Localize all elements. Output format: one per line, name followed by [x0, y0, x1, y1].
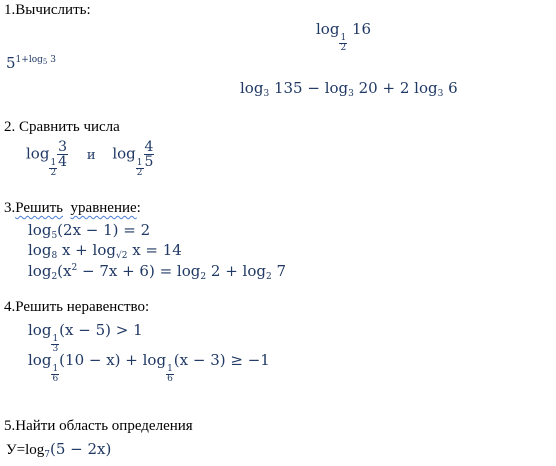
base-numerator: 1 — [167, 364, 173, 374]
expression-2 — [26, 140, 154, 178]
log-text: log — [28, 221, 52, 239]
log-text: log — [240, 79, 264, 97]
base-denominator: 2 — [50, 167, 57, 178]
equation-part: 7 — [276, 262, 287, 280]
heading-number: 3. — [4, 200, 16, 216]
log-text: log — [26, 144, 50, 163]
inequality-4a — [28, 321, 143, 354]
equation-rest: x = 14 — [132, 241, 182, 259]
log-base: 5 — [51, 231, 58, 241]
term-text: 6 — [448, 79, 458, 97]
equation-3c — [28, 262, 286, 282]
equation-middle: x + log — [61, 241, 116, 259]
task-5-heading: 5.Найти область определения — [4, 418, 193, 434]
exponent: 2 — [71, 263, 78, 273]
task-3-heading — [4, 200, 141, 217]
inequality-4b — [28, 351, 270, 384]
base-numerator: 1 — [52, 334, 59, 344]
heading-word-2: уравнение — [70, 200, 137, 216]
equation-3a — [28, 221, 150, 241]
term-text: 20 + 2 log — [358, 79, 438, 97]
log-text: log — [316, 20, 340, 38]
inequality-rest: (x − 5) > 1 — [59, 321, 143, 339]
log-text: log — [28, 351, 52, 369]
base-denominator: 2 — [136, 167, 143, 178]
exponent-log-argument: 3 — [50, 55, 56, 65]
heading-colon: : — [136, 200, 141, 216]
log-text: log — [28, 241, 52, 259]
log-base: 7 — [44, 450, 50, 460]
log-base: 3 — [348, 89, 354, 99]
log-text: log — [28, 262, 52, 280]
argument-numerator: 4 — [144, 139, 154, 155]
base-five: 5 — [6, 54, 16, 72]
expression-1a — [316, 20, 371, 53]
argument: 16 — [351, 20, 372, 38]
heading-word-1: Решить — [15, 200, 64, 216]
log-base: 2 — [265, 272, 272, 282]
function-5 — [6, 440, 111, 460]
log-base-sqrt: √2 — [115, 251, 128, 261]
base-numerator: 1 — [340, 33, 347, 43]
function-prefix: У=log — [6, 442, 45, 458]
base-denominator: 2 — [340, 43, 347, 53]
base-denominator: 6 — [52, 374, 59, 384]
base-numerator: 1 — [52, 364, 59, 374]
argument-denominator: 5 — [144, 154, 154, 170]
function-argument: (5 − 2x) — [49, 440, 112, 458]
log-base: 8 — [51, 251, 58, 261]
base-denominator: 3 — [52, 344, 59, 354]
exponent-text: 1+log — [15, 55, 43, 65]
task-1-heading: 1.Вычислить: — [4, 2, 91, 18]
equation-part: (x — [57, 262, 72, 280]
base-numerator: 1 — [136, 157, 143, 168]
equation-part: 2 + log — [210, 262, 266, 280]
equation-part: − 7x + 6) = log — [77, 262, 201, 280]
log-text: log — [28, 321, 52, 339]
equation-3b — [28, 241, 182, 261]
argument-numerator: 3 — [58, 139, 68, 155]
log-base: 3 — [263, 89, 270, 99]
log-base: 3 — [437, 89, 444, 99]
equation-rest: (2x − 1) = 2 — [57, 221, 151, 239]
task-4-heading: 4.Решить неравенство: — [4, 299, 150, 315]
log-base: 2 — [200, 272, 207, 282]
inequality-middle: (10 − x) + log — [59, 351, 167, 369]
expression-1b — [6, 54, 56, 72]
base-numerator: 1 — [50, 157, 57, 168]
inequality-rest: (x − 3) ≥ −1 — [173, 351, 270, 369]
argument-denominator: 4 — [58, 154, 68, 170]
conjunction-text: и — [86, 147, 96, 163]
task-2-heading: 2. Сравнить числа — [4, 119, 120, 135]
term-text: 135 − log — [273, 79, 349, 97]
log-base: 2 — [51, 272, 58, 282]
base-denominator: 6 — [167, 374, 173, 384]
expression-1c — [240, 79, 458, 99]
log-text: log — [112, 144, 136, 163]
exponent-log-base: 5 — [42, 58, 48, 66]
